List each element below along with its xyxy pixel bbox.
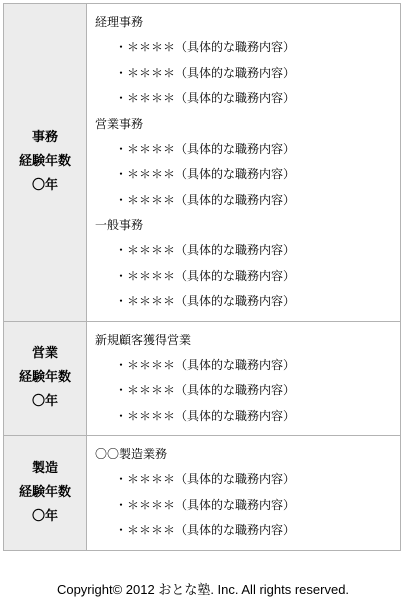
job-history-table bbox=[3, 3, 401, 551]
category-cell bbox=[4, 321, 87, 436]
group-heading: 一般事務 bbox=[95, 218, 144, 232]
list-item: ・＊＊＊＊（具体的な職務内容） bbox=[115, 167, 296, 181]
category-title: 事務 bbox=[31, 130, 58, 146]
list-item: ・＊＊＊＊（具体的な職務内容） bbox=[115, 497, 296, 512]
list-item: ・＊＊＊＊（具体的な職務内容） bbox=[115, 408, 296, 423]
detail-cell bbox=[87, 321, 401, 436]
category-years: 〇年 bbox=[31, 394, 58, 410]
list-item: ・＊＊＊＊（具体的な職務内容） bbox=[115, 91, 296, 105]
category-experience-label: 経験年数 bbox=[18, 370, 71, 386]
detail-cell bbox=[87, 4, 401, 322]
group-heading: 新規顧客獲得営業 bbox=[95, 332, 192, 347]
list-item: ・＊＊＊＊（具体的な職務内容） bbox=[115, 472, 296, 486]
table-row bbox=[4, 436, 401, 551]
category-cell bbox=[4, 436, 87, 551]
category-cell bbox=[4, 4, 87, 322]
list-item: ・＊＊＊＊（具体的な職務内容） bbox=[115, 268, 296, 283]
list-item: ・＊＊＊＊（具体的な職務内容） bbox=[115, 523, 296, 537]
category-years: 〇年 bbox=[31, 178, 58, 194]
list-item: ・＊＊＊＊（具体的な職務内容） bbox=[115, 357, 296, 372]
category-title: 営業 bbox=[31, 346, 58, 362]
group-heading: 営業事務 bbox=[95, 116, 144, 131]
category-title: 製造 bbox=[31, 460, 58, 476]
category-experience-label: 経験年数 bbox=[18, 484, 71, 500]
group-heading: 経理事務 bbox=[95, 15, 144, 29]
list-item: ・＊＊＊＊（具体的な職務内容） bbox=[115, 65, 296, 80]
detail-cell bbox=[87, 436, 401, 551]
list-item: ・＊＊＊＊（具体的な職務内容） bbox=[115, 141, 296, 156]
table-row bbox=[4, 321, 401, 436]
copyright-notice: Copyright© 2012 おとな塾. Inc. All rights reserved. bbox=[56, 582, 350, 597]
list-item: ・＊＊＊＊（具体的な職務内容） bbox=[115, 192, 296, 207]
list-item: ・＊＊＊＊（具体的な職務内容） bbox=[115, 383, 296, 397]
group-heading: 〇〇製造業務 bbox=[95, 447, 168, 461]
list-item: ・＊＊＊＊（具体的な職務内容） bbox=[115, 294, 296, 308]
list-item: ・＊＊＊＊（具体的な職務内容） bbox=[115, 243, 296, 257]
list-item: ・＊＊＊＊（具体的な職務内容） bbox=[115, 40, 296, 54]
category-years: 〇年 bbox=[31, 508, 58, 524]
category-experience-label: 経験年数 bbox=[18, 154, 71, 170]
table-row bbox=[4, 4, 401, 322]
